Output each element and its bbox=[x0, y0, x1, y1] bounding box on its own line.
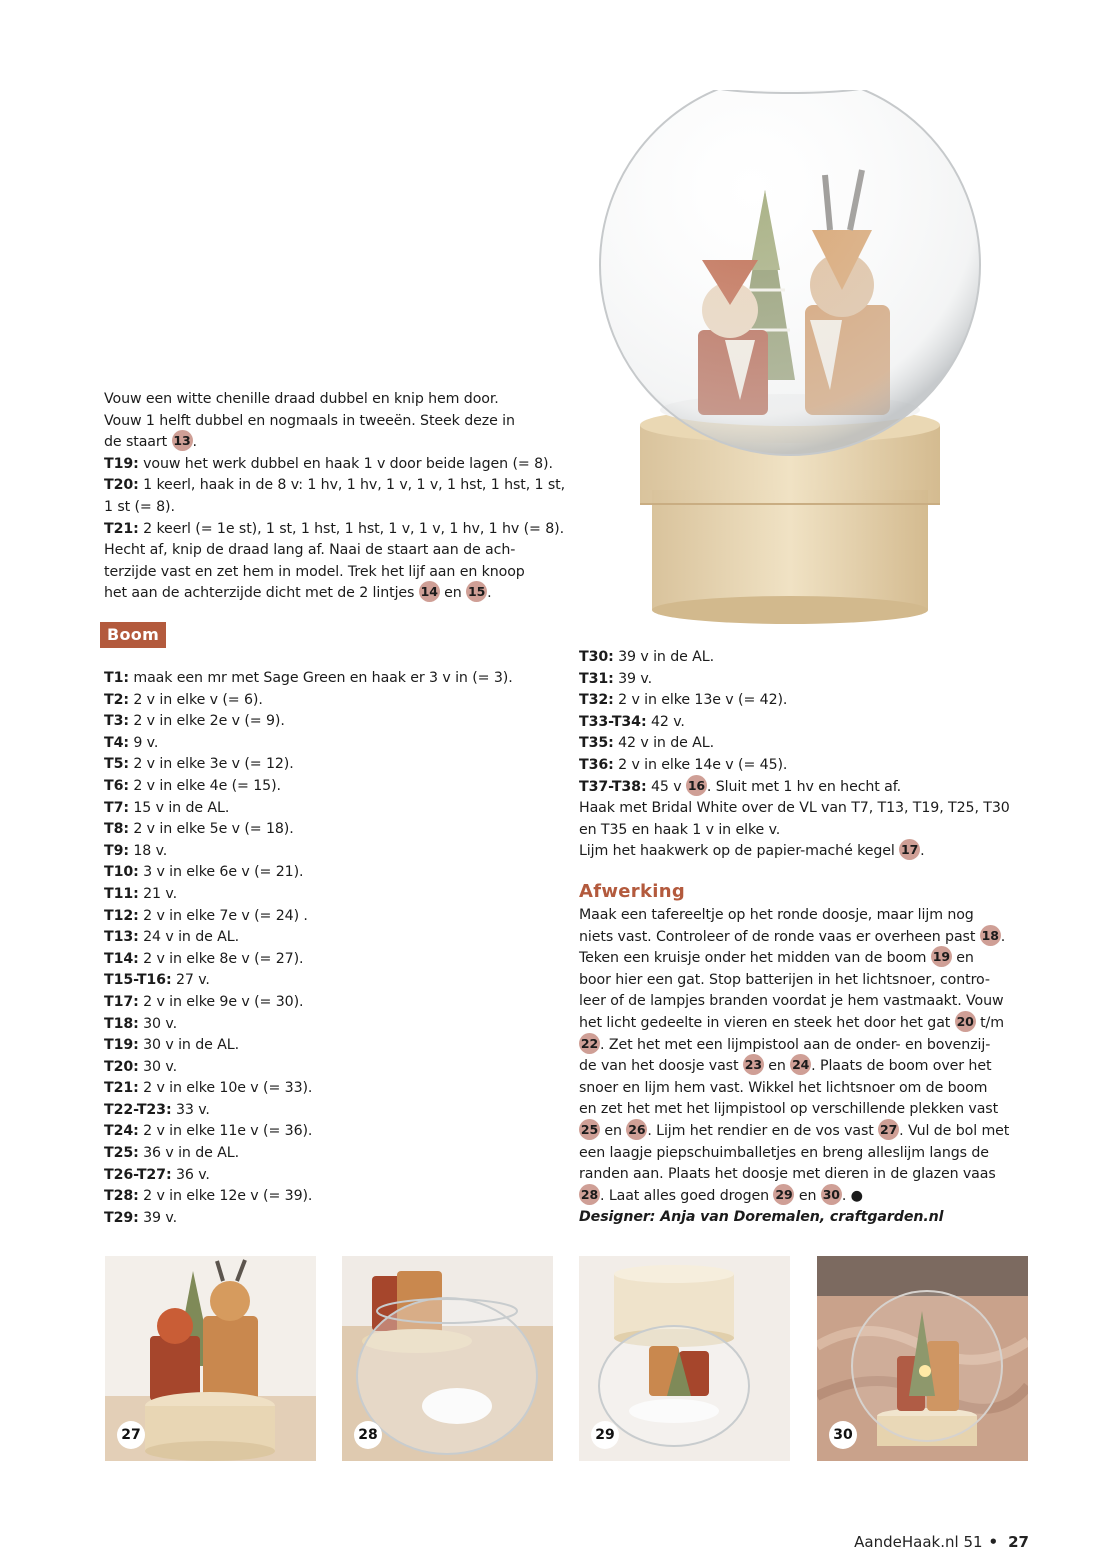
page-number: 27 bbox=[1008, 1533, 1029, 1551]
pattern-row: T33-T34: 42 v. bbox=[579, 713, 685, 730]
pattern-row: T24: 2 v in elke 11e v (= 36). bbox=[104, 1123, 313, 1140]
step-badge: 15 bbox=[466, 581, 487, 602]
afwerking-line: niets vast. Controleer of de ronde vaas er overheen past 18 . bbox=[579, 927, 1009, 949]
step-badge: 18 bbox=[980, 925, 1001, 946]
intro-line: Vouw een witte chenille draad dubbel en knip hem door. bbox=[104, 391, 499, 407]
separator-dot-icon: • bbox=[988, 1533, 999, 1551]
step-badge: 14 bbox=[419, 581, 440, 602]
pattern-row: T11: 21 v. bbox=[104, 885, 177, 902]
photo-number-badge: 30 bbox=[829, 1421, 857, 1449]
step-badge: 25 bbox=[579, 1119, 600, 1140]
pattern-row: T14: 2 v in elke 8e v (= 27). bbox=[104, 950, 304, 967]
intro-line: 1 st (= 8). bbox=[104, 498, 175, 515]
step-badge: 24 bbox=[790, 1054, 811, 1075]
pattern-row: T37-T38: 45 v 16 . Sluit met 1 hv en hecht af. bbox=[579, 777, 1010, 799]
pattern-row: T30: 39 v in de AL. bbox=[579, 649, 714, 665]
pattern-row: T5: 2 v in elke 3e v (= 12). bbox=[104, 756, 294, 773]
afwerking-line: 28 . Laat alles goed drogen 29 en 30 . ● bbox=[579, 1186, 1009, 1208]
designer-credit: Designer: Anja van Doremalen, craftgarden.nl bbox=[579, 1209, 944, 1226]
section-heading-afwerking: Afwerking bbox=[579, 881, 686, 902]
afwerking-line: het licht gedeelte in vieren en steek het door het gat 20 t/m bbox=[579, 1013, 1009, 1035]
intro-line: Vouw 1 helft dubbel en nogmaals in tweeën. Steek deze in bbox=[104, 412, 515, 429]
intro-line: T21: 2 keerl (= 1e st), 1 st, 1 hst, 1 hst, 1 v, 1 v, 1 hv, 1 hv (= 8). bbox=[104, 520, 565, 537]
pattern-row: T13: 24 v in de AL. bbox=[104, 929, 239, 946]
intro-text bbox=[104, 389, 565, 605]
afwerking-line: 25 en 26 . Lijm het rendier en de vos vast 27 . Vul de bol met bbox=[579, 1121, 1009, 1143]
afwerking-line: de van het doosje vast 23 en 24 . Plaats de boom over het bbox=[579, 1056, 1009, 1078]
step-badge: 17 bbox=[899, 839, 920, 860]
step-badge: 28 bbox=[579, 1184, 600, 1205]
step-badge: 30 bbox=[821, 1184, 842, 1205]
step-badge: 20 bbox=[955, 1011, 976, 1032]
step-badge: 26 bbox=[626, 1119, 647, 1140]
pattern-row: T32: 2 v in elke 13e v (= 42). bbox=[579, 692, 788, 709]
afwerking-line: 22 . Zet het met een lijmpistool aan de onder- en bovenzij- bbox=[579, 1035, 1009, 1057]
afwerking-line: Teken een kruisje onder het midden van de boom 19 en bbox=[579, 948, 1009, 970]
thumbnail-photo-28 bbox=[342, 1256, 553, 1461]
pattern-row: T28: 2 v in elke 12e v (= 39). bbox=[104, 1188, 313, 1205]
pattern-row: T9: 18 v. bbox=[104, 842, 168, 859]
thumbnail-photo-27 bbox=[105, 1256, 316, 1461]
boom-rows bbox=[104, 668, 513, 1229]
afwerking-line: leer of de lampjes branden voordat je hem vastmaakt. Vouw bbox=[579, 993, 1004, 1010]
intro-line: de staart 13 . bbox=[104, 432, 565, 454]
intro-line: T20: 1 keerl, haak in de 8 v: 1 hv, 1 hv, 1 v, 1 v, 1 hst, 1 hst, 1 st, bbox=[104, 477, 566, 494]
pattern-row: T7: 15 v in de AL. bbox=[104, 799, 230, 816]
pattern-row: T10: 3 v in elke 6e v (= 21). bbox=[104, 864, 304, 881]
pattern-row: T3: 2 v in elke 2e v (= 9). bbox=[104, 713, 285, 730]
intro-line: T19: vouw het werk dubbel en haak 1 v door beide lagen (= 8). bbox=[104, 455, 553, 472]
intro-line: Hecht af, knip de draad lang af. Naai de staart aan de ach- bbox=[104, 542, 516, 559]
photo-number-badge: 28 bbox=[354, 1421, 382, 1449]
pattern-row: T36: 2 v in elke 14e v (= 45). bbox=[579, 756, 788, 773]
pattern-row: Haak met Bridal White over de VL van T7, T13, T19, T25, T30 bbox=[579, 800, 1010, 817]
step-badge: 23 bbox=[743, 1054, 764, 1075]
pattern-row: T19: 30 v in de AL. bbox=[104, 1037, 239, 1054]
pattern-row: T35: 42 v in de AL. bbox=[579, 735, 714, 752]
afwerking-text bbox=[579, 905, 1009, 1229]
pattern-row: T6: 2 v in elke 4e (= 15). bbox=[104, 777, 281, 794]
pattern-row: T26-T27: 36 v. bbox=[104, 1166, 210, 1183]
intro-line: het aan de achterzijde dicht met de 2 lintjes 14 en 15 . bbox=[104, 583, 565, 605]
afwerking-line: randen aan. Plaats het doosje met dieren in de glazen vaas bbox=[579, 1166, 996, 1183]
pattern-row: T4: 9 v. bbox=[104, 734, 159, 751]
afwerking-line: en zet het met het lijmpistool op verschillende plekken vast bbox=[579, 1101, 999, 1118]
afwerking-line: boor hier een gat. Stop batterijen in het lichtsnoer, contro- bbox=[579, 971, 990, 988]
afwerking-line: een laagje piepschuimballetjes en breng alleslijm langs de bbox=[579, 1144, 989, 1161]
boom-rows-continued bbox=[579, 647, 1010, 863]
pattern-row: T25: 36 v in de AL. bbox=[104, 1145, 239, 1162]
pattern-row: T29: 39 v. bbox=[104, 1209, 177, 1226]
step-badge: 22 bbox=[579, 1033, 600, 1054]
step-badge: 13 bbox=[172, 430, 193, 451]
afwerking-line: snoer en lijm hem vast. Wikkel het lichtsnoer om de boom bbox=[579, 1079, 988, 1096]
pattern-row: en T35 en haak 1 v in elke v. bbox=[579, 821, 781, 838]
pattern-row: T21: 2 v in elke 10e v (= 33). bbox=[104, 1080, 313, 1097]
pattern-row: T20: 30 v. bbox=[104, 1058, 177, 1075]
pattern-row: T1: maak een mr met Sage Green en haak er 3 v in (= 3). bbox=[104, 670, 513, 686]
afwerking-line: Maak een tafereeltje op het ronde doosje, maar lijm nog bbox=[579, 907, 974, 923]
step-badge: 19 bbox=[931, 946, 952, 967]
photo-number-badge: 27 bbox=[117, 1421, 145, 1449]
magazine-name: AandeHaak.nl 51 bbox=[854, 1533, 983, 1551]
section-heading-boom: Boom bbox=[100, 622, 166, 648]
pattern-row: T15-T16: 27 v. bbox=[104, 972, 210, 989]
photo-number-badge: 29 bbox=[591, 1421, 619, 1449]
pattern-row: T8: 2 v in elke 5e v (= 18). bbox=[104, 821, 294, 838]
page-footer bbox=[854, 1532, 1029, 1552]
intro-line: terzijde vast en zet hem in model. Trek het lijf aan en knoop bbox=[104, 563, 525, 580]
thumbnail-photo-29 bbox=[579, 1256, 790, 1461]
pattern-row: T17: 2 v in elke 9e v (= 30). bbox=[104, 993, 304, 1010]
pattern-row: T2: 2 v in elke v (= 6). bbox=[104, 691, 263, 708]
step-badge: 29 bbox=[773, 1184, 794, 1205]
thumbnail-photo-30 bbox=[817, 1256, 1028, 1461]
step-badge: 16 bbox=[686, 775, 707, 796]
pattern-row: Lijm het haakwerk op de papier-maché kegel 17 . bbox=[579, 841, 1010, 863]
pattern-row: T31: 39 v. bbox=[579, 670, 652, 687]
step-badge: 27 bbox=[878, 1119, 899, 1140]
pattern-row: T22-T23: 33 v. bbox=[104, 1101, 210, 1118]
pattern-row: T12: 2 v in elke 7e v (= 24) . bbox=[104, 907, 308, 924]
hero-photo-snow-globe bbox=[580, 90, 1000, 635]
pattern-row: T18: 30 v. bbox=[104, 1015, 177, 1032]
